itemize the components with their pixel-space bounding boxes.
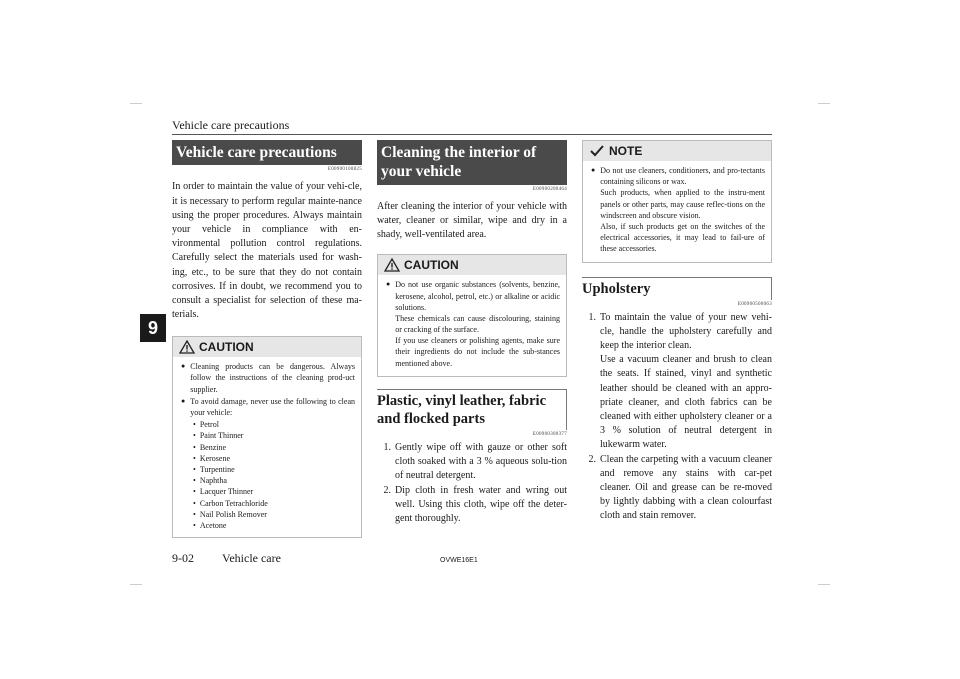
step-item: 2. Clean the carpeting with a vacuum cleaner and remove any stains with car-pet cleaner. Oil and grease can be re-moved by lightly dabbing with a clean colourfast cloth and stain remover.: [588, 453, 772, 522]
section-code: E00900300377: [532, 432, 567, 438]
running-header: Vehicle care precautions: [172, 118, 290, 132]
caution-header: [378, 255, 566, 275]
step-item: 1. Gently wipe off with gauze or other soft cloth soaked with a 3 % aqueous solu-tion of neutral detergent.: [383, 442, 567, 482]
caution-item: ● Do not use organic substances (solvents, benzine, kerosene, alcohol, petrol, etc.) or alkaline or acidic solutions. These chemicals can cause discolouring, staining or cracking of the surface. If you use cleaners or polishing agents, make sure their ingredients do not include the sub-stances mentioned above.: [386, 280, 560, 368]
step-item: 2. Dip cloth in fresh water and wring out well. Using this cloth, wipe off the deter-gent thoroughly.: [383, 484, 567, 524]
subsection-title: Plastic, vinyl leather, fabric and flocked parts: [377, 389, 567, 430]
column-1: [172, 140, 362, 538]
chapter-tab: 9: [140, 314, 166, 342]
bullet-icon: ●: [181, 397, 186, 405]
caution-item: ● To avoid damage, never use the following to clean your vehicle:: [181, 396, 355, 417]
section-code: E00900100825: [327, 167, 362, 173]
caution-header: [173, 337, 361, 357]
list-item: • Carbon Tetrachloride: [193, 498, 268, 508]
note-box: [582, 140, 772, 263]
caution-box: [377, 254, 567, 377]
note-label: NOTE: [609, 144, 643, 158]
header-rule: [172, 134, 772, 135]
caution-label: CAUTION: [404, 258, 459, 273]
step-item: 1. To maintain the value of your new vehi-cle, handle the upholstery carefully and keep the interior clean. Use a vacuum cleaner and brush to clean the seats. If stained, vinyl and synthetic leather should be cleaned with an appro-priate cleaner, and cloth fabrics can be cleaned with either upholstery cleaner or a 3 % solution of neutral detergent in lukewarm water.: [588, 311, 772, 451]
crop-mark: [130, 103, 142, 104]
list-item: • Naphtha: [193, 476, 227, 486]
list-item: • Benzine: [193, 442, 227, 452]
column-3: [582, 140, 772, 523]
section-banner: Vehicle care precautions: [172, 140, 362, 165]
list-item: • Paint Thinner: [193, 431, 244, 441]
crop-mark: [818, 584, 830, 585]
note-item: ● Do not use cleaners, conditioners, and pro-tectants containing silicons or wax. Such products, when applied to the instru-ment panels or other parts, may cause reflec-tions on the windscreen and obscure vision. Also, if such products get on the switches of the electrical accessories, it may lead to fail-ure of these accessories.: [591, 166, 765, 254]
subsection-title: Upholstery: [582, 277, 772, 300]
checkmark-icon: [589, 144, 605, 158]
list-item: • Acetone: [193, 520, 227, 530]
steps-list: [582, 311, 772, 524]
footer-section: Vehicle care: [222, 551, 281, 565]
list-item: • Nail Polish Remover: [193, 509, 267, 519]
section-code: E00900200464: [532, 186, 567, 192]
note-header: [583, 141, 771, 161]
list-item: • Turpentine: [193, 464, 235, 474]
page-number: 9-02: [172, 551, 194, 565]
section-code: E00900500063: [737, 301, 772, 307]
list-item: • Petrol: [193, 420, 219, 430]
section-banner: Cleaning the interior of your vehicle: [377, 140, 567, 185]
crop-mark: [818, 103, 830, 104]
intro-paragraph: After cleaning the interior of your vehicle with water, cleaner or similar, wipe and dry in a shady, well-ventilated area.: [377, 200, 567, 241]
document-code: OVWE16E1: [440, 557, 478, 564]
list-item: • Lacquer Thinner: [193, 487, 254, 497]
bullet-icon: ●: [181, 363, 186, 371]
column-2: [377, 140, 567, 526]
caution-box: [172, 336, 362, 538]
crop-mark: [130, 584, 142, 585]
caution-item: ● Cleaning products can be dangerous. Always follow the instructions of the cleaning prod-uct supplier.: [181, 362, 355, 394]
intro-paragraph: In order to maintain the value of your vehi-cle, it is necessary to perform regular mainte-nance using the proper procedures. Always maintain your vehicle in compliance with en-vironmental pollution control regulations. Carefully select the materials used for wash-ing, etc., to be sure that they do not contain corrosives. If in doubt, we recommend you to consult a specialist for selection of these ma-terials.: [172, 181, 362, 321]
steps-list: [377, 441, 567, 526]
bullet-icon: ●: [591, 167, 596, 174]
warning-icon: [179, 340, 195, 354]
list-item: • Kerosene: [193, 453, 231, 463]
caution-label: CAUTION: [199, 340, 254, 355]
solvent-list: [183, 419, 355, 531]
warning-icon: [384, 258, 400, 272]
bullet-icon: ●: [386, 281, 391, 289]
